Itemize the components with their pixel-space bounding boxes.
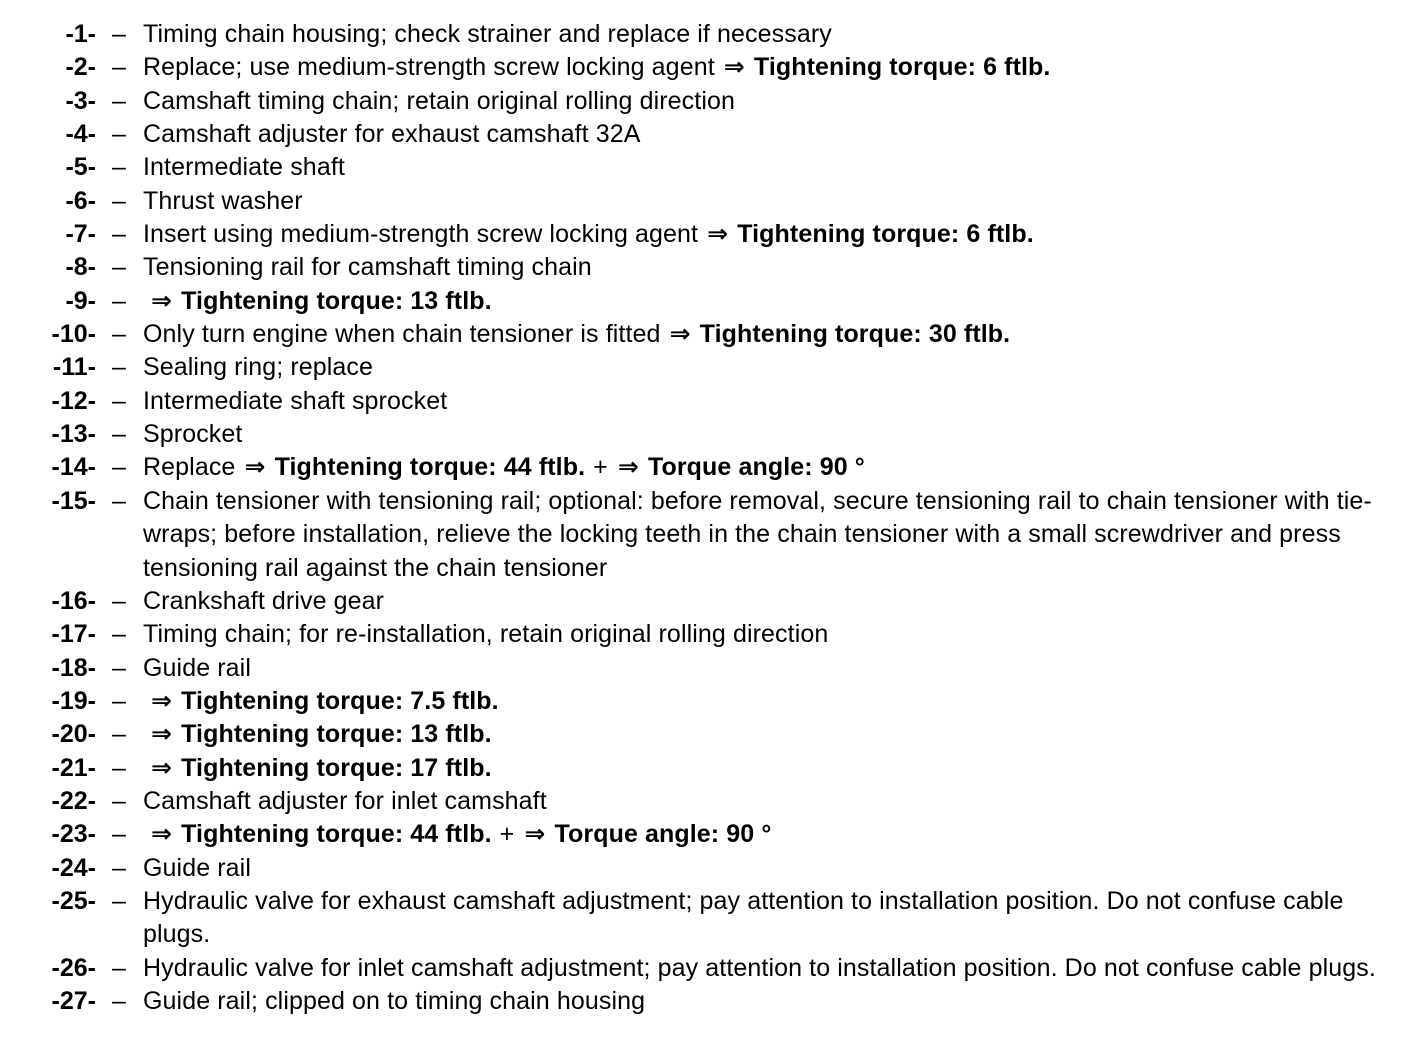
item-number: -16- bbox=[51, 586, 96, 615]
spec-value: 6 ftlb. bbox=[966, 220, 1034, 249]
arrow-icon: ⇒ bbox=[723, 53, 745, 82]
item-number: -21- bbox=[51, 753, 96, 782]
item-description bbox=[142, 985, 1379, 1018]
spec-value: 13 ftlb. bbox=[410, 286, 492, 315]
item-dash: – bbox=[112, 886, 126, 915]
arrow-icon: ⇒ bbox=[617, 453, 639, 482]
item-number: -7- bbox=[65, 220, 96, 249]
item-dash: – bbox=[112, 220, 126, 249]
item-text: Timing chain; for re-installation, retain original rolling direction bbox=[143, 620, 829, 649]
item-number: -9- bbox=[65, 286, 96, 315]
item-description bbox=[142, 718, 1379, 751]
item-description bbox=[142, 385, 1379, 418]
item-text: Camshaft timing chain; retain original rolling direction bbox=[143, 86, 735, 115]
item-text: Intermediate shaft bbox=[143, 153, 345, 182]
item-text: Camshaft adjuster for inlet camshaft bbox=[143, 786, 547, 815]
item-number: -17- bbox=[51, 620, 96, 649]
arrow-icon: ⇒ bbox=[151, 286, 173, 315]
item-text: Chain tensioner with tensioning rail; optional: before removal, secure tensioning rail to chain tensioner with tie-wraps; before installation, relieve the locking teeth in the chain tensioner with a small screwdriver and press tensioning rail against the chain tensioner bbox=[143, 486, 1372, 582]
item-dash: – bbox=[112, 653, 126, 682]
spec-label: Tightening torque: bbox=[274, 453, 497, 482]
arrow-icon: ⇒ bbox=[707, 220, 729, 249]
legend-item bbox=[0, 351, 1408, 384]
arrow-icon: ⇒ bbox=[151, 753, 173, 782]
item-dash: – bbox=[112, 86, 126, 115]
item-description bbox=[142, 418, 1379, 451]
item-dash: – bbox=[112, 353, 126, 382]
item-dash: – bbox=[112, 853, 126, 882]
item-dash: – bbox=[112, 320, 126, 349]
arrow-icon: ⇒ bbox=[151, 820, 173, 849]
legend-item bbox=[0, 151, 1408, 184]
item-text: Insert using medium-strength screw locking agent bbox=[143, 220, 699, 249]
item-dash: – bbox=[112, 20, 126, 48]
item-number: -24- bbox=[51, 853, 96, 882]
spec-label: Tightening torque: bbox=[753, 53, 977, 82]
item-dash: – bbox=[112, 386, 126, 415]
item-number: -20- bbox=[51, 720, 96, 749]
item-description bbox=[142, 151, 1379, 184]
spec-value: 44 ftlb. bbox=[503, 453, 586, 482]
item-dash: – bbox=[112, 686, 126, 715]
spec-value: 90 ° bbox=[819, 453, 865, 482]
legend-item bbox=[0, 218, 1408, 251]
item-dash: – bbox=[112, 486, 126, 515]
arrow-icon: ⇒ bbox=[524, 820, 546, 849]
item-number: -12- bbox=[51, 386, 96, 415]
item-number: -18- bbox=[51, 653, 96, 682]
item-text: Thrust washer bbox=[143, 186, 303, 215]
legend-item bbox=[0, 385, 1408, 418]
item-text: Sprocket bbox=[143, 420, 243, 449]
item-description bbox=[142, 852, 1379, 885]
item-description bbox=[142, 185, 1379, 218]
item-dash: – bbox=[112, 786, 126, 815]
item-dash: – bbox=[112, 253, 126, 282]
item-dash: – bbox=[112, 986, 126, 1015]
spec-label: Torque angle: bbox=[554, 820, 720, 849]
item-description bbox=[142, 485, 1379, 585]
spec-value: 6 ftlb. bbox=[983, 53, 1051, 82]
legend-item bbox=[0, 451, 1408, 484]
item-number: -27- bbox=[51, 986, 96, 1015]
spec-label: Tightening torque: bbox=[699, 320, 922, 349]
item-number: -2- bbox=[65, 53, 96, 82]
legend-item bbox=[0, 752, 1408, 785]
legend-item bbox=[0, 818, 1408, 851]
item-number: -14- bbox=[51, 453, 96, 482]
item-dash: – bbox=[112, 820, 126, 849]
item-number: -26- bbox=[51, 953, 96, 982]
item-description bbox=[142, 752, 1379, 785]
item-dash: – bbox=[112, 720, 126, 749]
legend-item bbox=[0, 718, 1408, 751]
plus-sign: + bbox=[593, 453, 608, 482]
item-description bbox=[142, 451, 1379, 484]
item-description bbox=[142, 85, 1379, 118]
legend-item bbox=[0, 18, 1408, 51]
legend-item bbox=[0, 652, 1408, 685]
legend-item bbox=[0, 618, 1408, 651]
legend-item bbox=[0, 585, 1408, 618]
item-number: -4- bbox=[65, 120, 96, 149]
spec-value: 7.5 ftlb. bbox=[410, 686, 499, 715]
item-description bbox=[142, 785, 1379, 818]
legend-item bbox=[0, 185, 1408, 218]
item-description bbox=[142, 351, 1379, 384]
item-dash: – bbox=[112, 753, 126, 782]
item-number: -23- bbox=[51, 820, 96, 849]
item-dash: – bbox=[112, 53, 126, 82]
legend-item bbox=[0, 251, 1408, 284]
arrow-icon: ⇒ bbox=[244, 453, 266, 482]
item-text: Hydraulic valve for inlet camshaft adjustment; pay attention to installation position. Do not confuse cable plugs. bbox=[143, 953, 1376, 982]
legend-item bbox=[0, 118, 1408, 151]
item-text: Crankshaft drive gear bbox=[143, 586, 385, 615]
item-description bbox=[142, 251, 1379, 284]
legend-item bbox=[0, 485, 1408, 585]
legend-item bbox=[0, 852, 1408, 885]
item-number: -1- bbox=[65, 20, 96, 48]
spec-value: 30 ftlb. bbox=[928, 320, 1011, 349]
legend-item bbox=[0, 685, 1408, 718]
spec-label: Tightening torque: bbox=[181, 820, 404, 849]
item-description bbox=[142, 952, 1379, 985]
item-number: -25- bbox=[51, 886, 96, 915]
item-dash: – bbox=[112, 420, 126, 449]
spec-value: 90 ° bbox=[726, 820, 772, 849]
spec-value: 13 ftlb. bbox=[410, 720, 492, 749]
legend-item bbox=[0, 51, 1408, 84]
item-description bbox=[142, 318, 1379, 351]
spec-label: Tightening torque: bbox=[181, 720, 404, 749]
item-description bbox=[142, 818, 1379, 851]
spec-label: Tightening torque: bbox=[181, 286, 404, 315]
item-number: -3- bbox=[65, 86, 96, 115]
item-number: -22- bbox=[51, 786, 96, 815]
legend-item bbox=[0, 318, 1408, 351]
item-description bbox=[142, 18, 1379, 51]
item-number: -6- bbox=[65, 186, 96, 215]
item-number: -8- bbox=[65, 253, 96, 282]
legend-item bbox=[0, 952, 1408, 985]
item-text: Sealing ring; replace bbox=[143, 353, 374, 382]
spec-value: 17 ftlb. bbox=[410, 753, 492, 782]
item-dash: – bbox=[112, 453, 126, 482]
spec-label: Tightening torque: bbox=[181, 753, 404, 782]
item-text: Camshaft adjuster for exhaust camshaft 32A bbox=[143, 120, 641, 149]
item-number: -11- bbox=[52, 353, 96, 382]
item-text: Guide rail bbox=[143, 653, 251, 682]
item-dash: – bbox=[112, 286, 126, 315]
legend-item bbox=[0, 885, 1408, 952]
item-description bbox=[142, 118, 1379, 151]
item-text: Intermediate shaft sprocket bbox=[143, 386, 448, 415]
item-number: -10- bbox=[51, 320, 96, 349]
item-description bbox=[142, 685, 1379, 718]
item-description bbox=[142, 585, 1379, 618]
item-number: -13- bbox=[51, 420, 96, 449]
spec-label: Tightening torque: bbox=[737, 220, 960, 249]
item-text: Timing chain housing; check strainer and replace if necessary bbox=[143, 20, 832, 48]
item-description bbox=[142, 652, 1379, 685]
item-dash: – bbox=[112, 620, 126, 649]
item-description bbox=[142, 218, 1379, 251]
arrow-icon: ⇒ bbox=[669, 320, 691, 349]
item-description bbox=[142, 885, 1379, 952]
item-dash: – bbox=[112, 186, 126, 215]
plus-sign: + bbox=[499, 820, 515, 849]
item-dash: – bbox=[112, 586, 126, 615]
item-dash: – bbox=[112, 953, 126, 982]
item-number: -15- bbox=[51, 486, 96, 515]
spec-value: 44 ftlb. bbox=[410, 820, 492, 849]
item-dash: – bbox=[112, 120, 126, 149]
item-description bbox=[142, 285, 1379, 318]
parts-legend bbox=[0, 18, 1408, 1018]
legend-item bbox=[0, 85, 1408, 118]
item-text: Guide rail; clipped on to timing chain housing bbox=[143, 986, 646, 1015]
item-dash: – bbox=[112, 153, 126, 182]
spec-label: Torque angle: bbox=[647, 453, 813, 482]
item-text: Only turn engine when chain tensioner is fitted bbox=[143, 320, 661, 349]
item-text: Guide rail bbox=[143, 853, 251, 882]
item-text: Replace; use medium-strength screw locking agent bbox=[143, 53, 715, 82]
item-text: Hydraulic valve for exhaust camshaft adjustment; pay attention to installation position. Do not confuse cable plugs. bbox=[143, 886, 1344, 949]
arrow-icon: ⇒ bbox=[151, 686, 173, 715]
spec-label: Tightening torque: bbox=[181, 686, 404, 715]
item-number: -19- bbox=[51, 686, 96, 715]
item-description bbox=[142, 618, 1379, 651]
legend-item bbox=[0, 418, 1408, 451]
legend-item bbox=[0, 985, 1408, 1018]
item-text: Tensioning rail for camshaft timing chain bbox=[143, 253, 592, 282]
legend-item bbox=[0, 285, 1408, 318]
arrow-icon: ⇒ bbox=[151, 720, 173, 749]
item-text: Replace bbox=[143, 453, 236, 482]
item-number: -5- bbox=[65, 153, 96, 182]
item-description bbox=[142, 51, 1379, 84]
legend-item bbox=[0, 785, 1408, 818]
